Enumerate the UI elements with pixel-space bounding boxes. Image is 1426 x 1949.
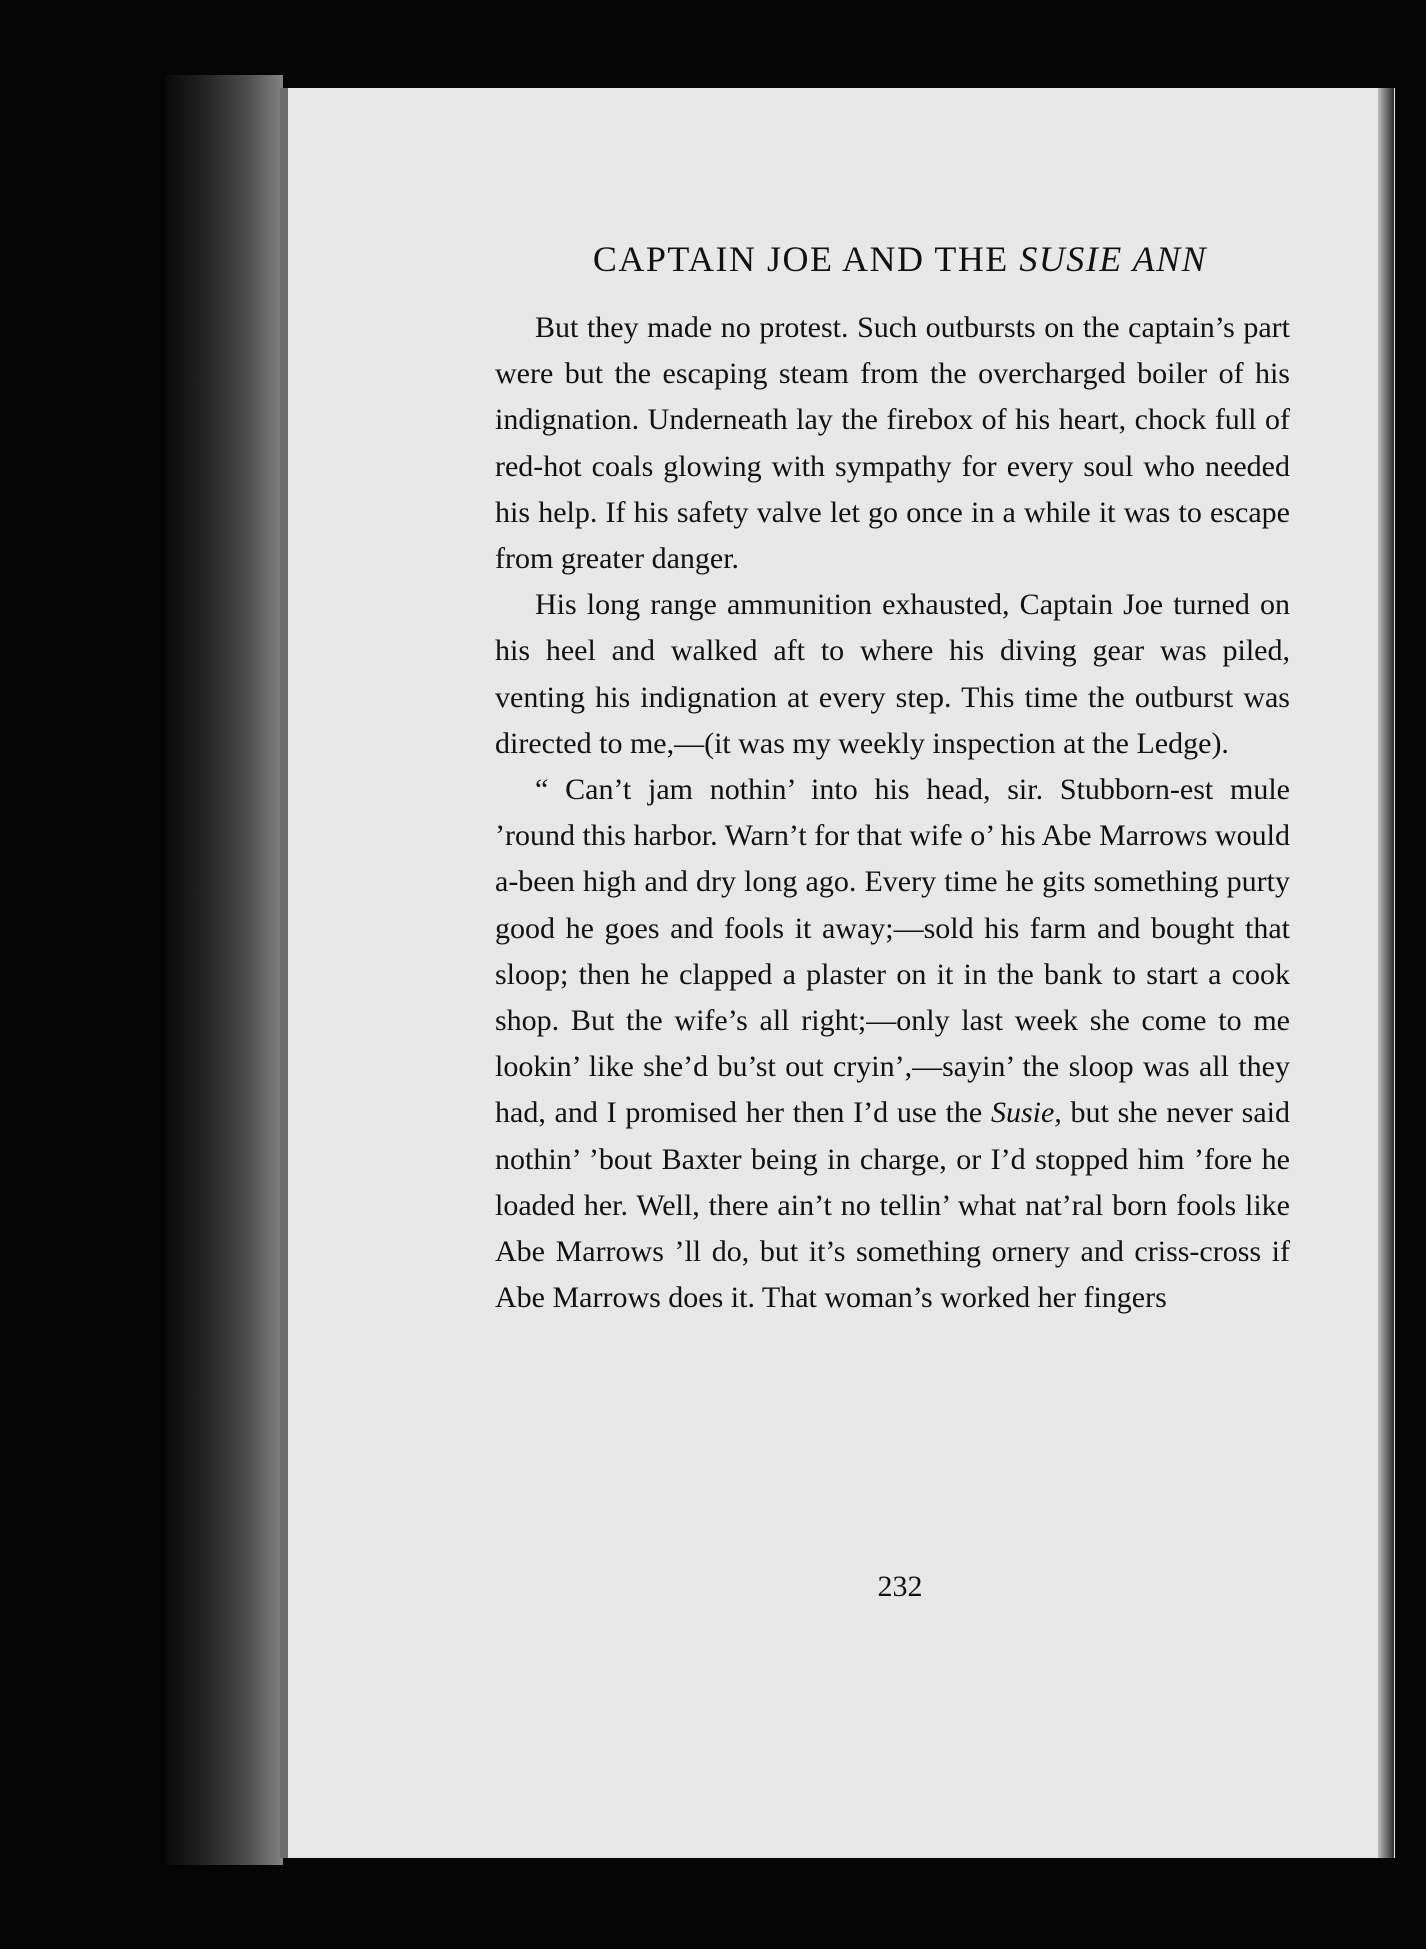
running-head <box>520 238 1280 280</box>
paragraph <box>495 767 1290 1321</box>
running-head-ship-name: SUSIE ANN <box>1019 239 1208 279</box>
page-number: 232 <box>877 1570 923 1603</box>
paragraph: But they made no protest. Such outbursts on the captain’s part were but the escaping steam from the overcharged boiler of his indignation. Underneath lay the firebox of his heart, chock full of red-hot coals glowing with sympathy for every soul who needed his help. If his safety valve let go once in a while it was to escape from greater danger. <box>495 311 1290 576</box>
paragraph-text: “ Can’t jam nothin’ into his head, sir. Stubborn-est mule ’round this harbor. Warn’t for that wife o’ his Abe Marrows would a-been high and dry long ago. Every time he gits something purty good he goes and fools it away;—sold his farm and bought that sloop; then he clapped a plaster on it in the bank to start a cook shop. But the wife’s all right;—only last week she come to me lookin’ like she’d bu’st out cryin’,—sayin’ the sloop was all they had, and I promised her then I’d use the <box>495 773 1290 1130</box>
paragraph-text: but she never said nothin’ ’bout Baxter being in charge, or I’d stopped him ’fore he loaded her. Well, there ain’t no tellin’ what nat’ral born fools like Abe Marrows ’ll do, but it’s something ornery and criss-cross if Abe Marrows does it. That woman’s worked her fingers <box>495 1096 1290 1315</box>
book-binding-shadow <box>165 75 283 1865</box>
body-text <box>495 305 1290 1321</box>
paragraph: His long range ammunition exhausted, Captain Joe turned on his heel and walked aft to where his diving gear was piled, venting his indignation at every step. This time the outburst was directed to me,—(it was my weekly inspection at the Ledge). <box>495 588 1290 760</box>
ship-name-italic: Susie, <box>990 1096 1062 1130</box>
running-head-lead: CAPTAIN JOE AND THE <box>592 239 1009 279</box>
page-edge <box>1378 88 1394 1858</box>
